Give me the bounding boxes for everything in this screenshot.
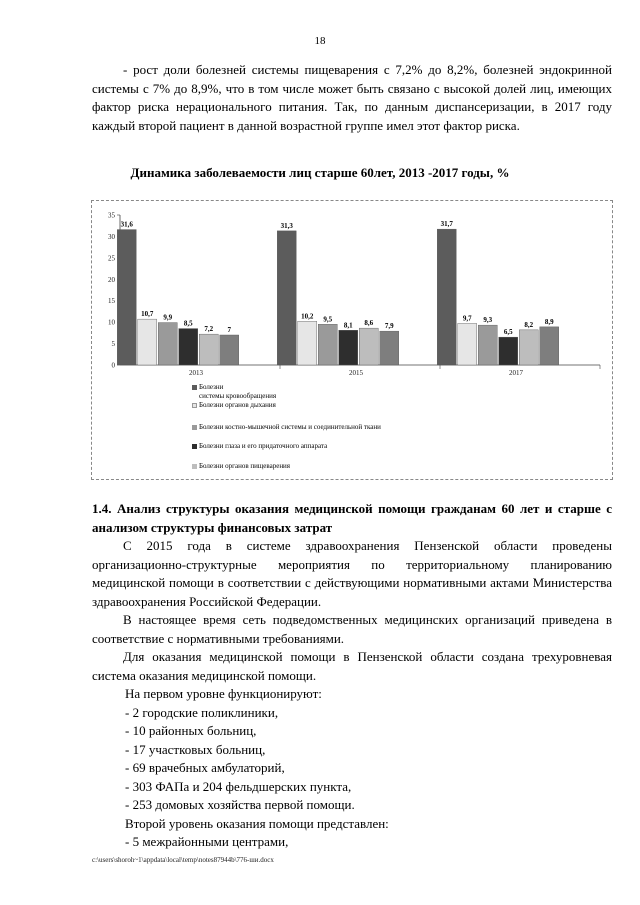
list-item: - 69 врачебных амбулаторий, bbox=[125, 760, 285, 775]
bar bbox=[519, 330, 538, 365]
x-tick-label: 2013 bbox=[189, 369, 203, 377]
bar bbox=[478, 325, 497, 365]
data-label: 8,5 bbox=[183, 319, 193, 328]
first-level-intro: На первом уровне функционируют: bbox=[125, 686, 322, 701]
bar bbox=[117, 230, 136, 365]
list-item: - 17 участковых больниц, bbox=[125, 741, 266, 757]
bar bbox=[359, 328, 378, 365]
x-tick-label: 2015 bbox=[349, 369, 363, 377]
legend-item-respiratory bbox=[192, 401, 276, 410]
bar bbox=[138, 319, 157, 365]
y-tick-label: 35 bbox=[108, 211, 115, 220]
bar bbox=[277, 231, 296, 365]
bar bbox=[318, 324, 337, 365]
list-item: - 10 районных больниц, bbox=[125, 723, 257, 738]
legend-swatch bbox=[192, 425, 197, 430]
legend-swatch bbox=[192, 444, 197, 449]
legend-item-eye bbox=[192, 442, 327, 451]
legend-label: Болезни глаза и его придаточного аппарата bbox=[199, 442, 328, 450]
legend-label: Болезни костно-мышечной системы и соединительной ткани bbox=[199, 423, 381, 431]
data-label: 9,9 bbox=[163, 313, 173, 322]
bar bbox=[458, 323, 477, 365]
list-item: - 2 городские поликлиники, bbox=[125, 704, 279, 720]
data-label: 31,3 bbox=[280, 221, 293, 230]
legend-swatch bbox=[192, 464, 197, 469]
legend-item-digestive bbox=[192, 462, 290, 471]
y-tick-label: 25 bbox=[108, 254, 115, 263]
data-label: 31,7 bbox=[440, 220, 453, 229]
bar bbox=[199, 334, 218, 365]
data-label: 31,6 bbox=[120, 220, 133, 229]
data-label: 9,3 bbox=[483, 316, 493, 325]
list-item: - 253 домовых хозяйства первой помощи. bbox=[125, 797, 355, 812]
legend-swatch bbox=[192, 385, 197, 390]
bar bbox=[540, 327, 559, 365]
bar bbox=[298, 321, 317, 365]
paragraph-three-level-system: Для оказания медицинской помощи в Пензенской области создана трехуровневая система оказания медицинской помощи. bbox=[92, 649, 612, 683]
data-label: 8,1 bbox=[343, 321, 353, 330]
footer-file-path: c:\users\shoroh~1\appdata\local\temp\notes87944b\776-ши.docx bbox=[92, 856, 274, 864]
legend-label: Болезни органов пищеварения bbox=[199, 462, 291, 470]
bar bbox=[339, 330, 358, 365]
second-level-intro: Второй уровень оказания помощи представлен: bbox=[125, 815, 389, 831]
data-label: 10,7 bbox=[141, 310, 154, 319]
legend-item-circulatory-line2: системы кровообращения bbox=[199, 392, 277, 400]
data-label: 9,5 bbox=[323, 315, 333, 324]
list-item: - 5 межрайонными центрами, bbox=[125, 834, 289, 849]
x-tick-label: 2017 bbox=[509, 369, 523, 377]
legend-swatch bbox=[192, 403, 197, 408]
bar bbox=[158, 323, 177, 365]
data-label: 7,9 bbox=[384, 322, 394, 331]
y-tick-label: 10 bbox=[108, 318, 115, 327]
bar bbox=[499, 337, 518, 365]
chart-title: Динамика заболеваемости лиц старше 60лет, 2013 -2017 годы, % bbox=[130, 165, 510, 180]
bar bbox=[179, 329, 198, 365]
bar bbox=[380, 331, 399, 365]
legend-item-musculoskeletal bbox=[192, 423, 381, 432]
bar bbox=[220, 335, 239, 365]
chart-container bbox=[91, 200, 613, 480]
bar bbox=[437, 229, 456, 365]
data-label: 6,5 bbox=[503, 328, 513, 337]
page-number: 18 bbox=[314, 35, 326, 47]
legend-item-circulatory bbox=[192, 383, 223, 392]
paragraph-reorganization: С 2015 года в системе здравоохранения Пензенской области проведены организационно-структурные мероприятия по территориальному планированию медицинской помощи в соответствии с действующими нормативными актами Министерства здравоохранения Российской Федерации. bbox=[92, 538, 612, 609]
data-label: 8,9 bbox=[544, 317, 554, 326]
data-label: 8,2 bbox=[524, 320, 534, 329]
bar-chart bbox=[92, 201, 612, 479]
legend-label: Болезни органов дыхания bbox=[199, 401, 276, 409]
data-label: 7,2 bbox=[204, 325, 214, 334]
data-label: 9,7 bbox=[462, 314, 472, 323]
y-tick-label: 20 bbox=[108, 275, 115, 284]
data-label: 8,6 bbox=[364, 319, 374, 328]
data-label: 10,2 bbox=[301, 312, 314, 321]
section-heading: 1.4. Анализ структуры оказания медицинской помощи гражданам 60 лет и старше с анализом структуры финансовых затрат bbox=[92, 501, 612, 535]
y-tick-label: 30 bbox=[108, 232, 115, 241]
y-tick-label: 5 bbox=[111, 340, 115, 349]
intro-paragraph: - рост доли болезней системы пищеварения с 7,2% до 8,2%, болезней эндокринной системы с 7% до 8,9%, что в том числе может быть связано с высокой долей лиц, имеющих фактор риска нерационального питания. Так, по данным диспансеризации, в 2017 году каждый второй пациент в данной возрастной группе имел этот фактор риска. bbox=[92, 62, 612, 133]
y-tick-label: 0 bbox=[111, 361, 115, 370]
paragraph-network: В настоящее время сеть подведомственных медицинских организаций приведена в соответствие с нормативными требованиями. bbox=[92, 612, 612, 646]
legend-label: Болезни bbox=[199, 383, 224, 391]
data-label: 7 bbox=[227, 326, 231, 334]
y-tick-label: 15 bbox=[108, 297, 115, 306]
list-item: - 303 ФАПа и 204 фельдшерских пункта, bbox=[125, 778, 352, 794]
